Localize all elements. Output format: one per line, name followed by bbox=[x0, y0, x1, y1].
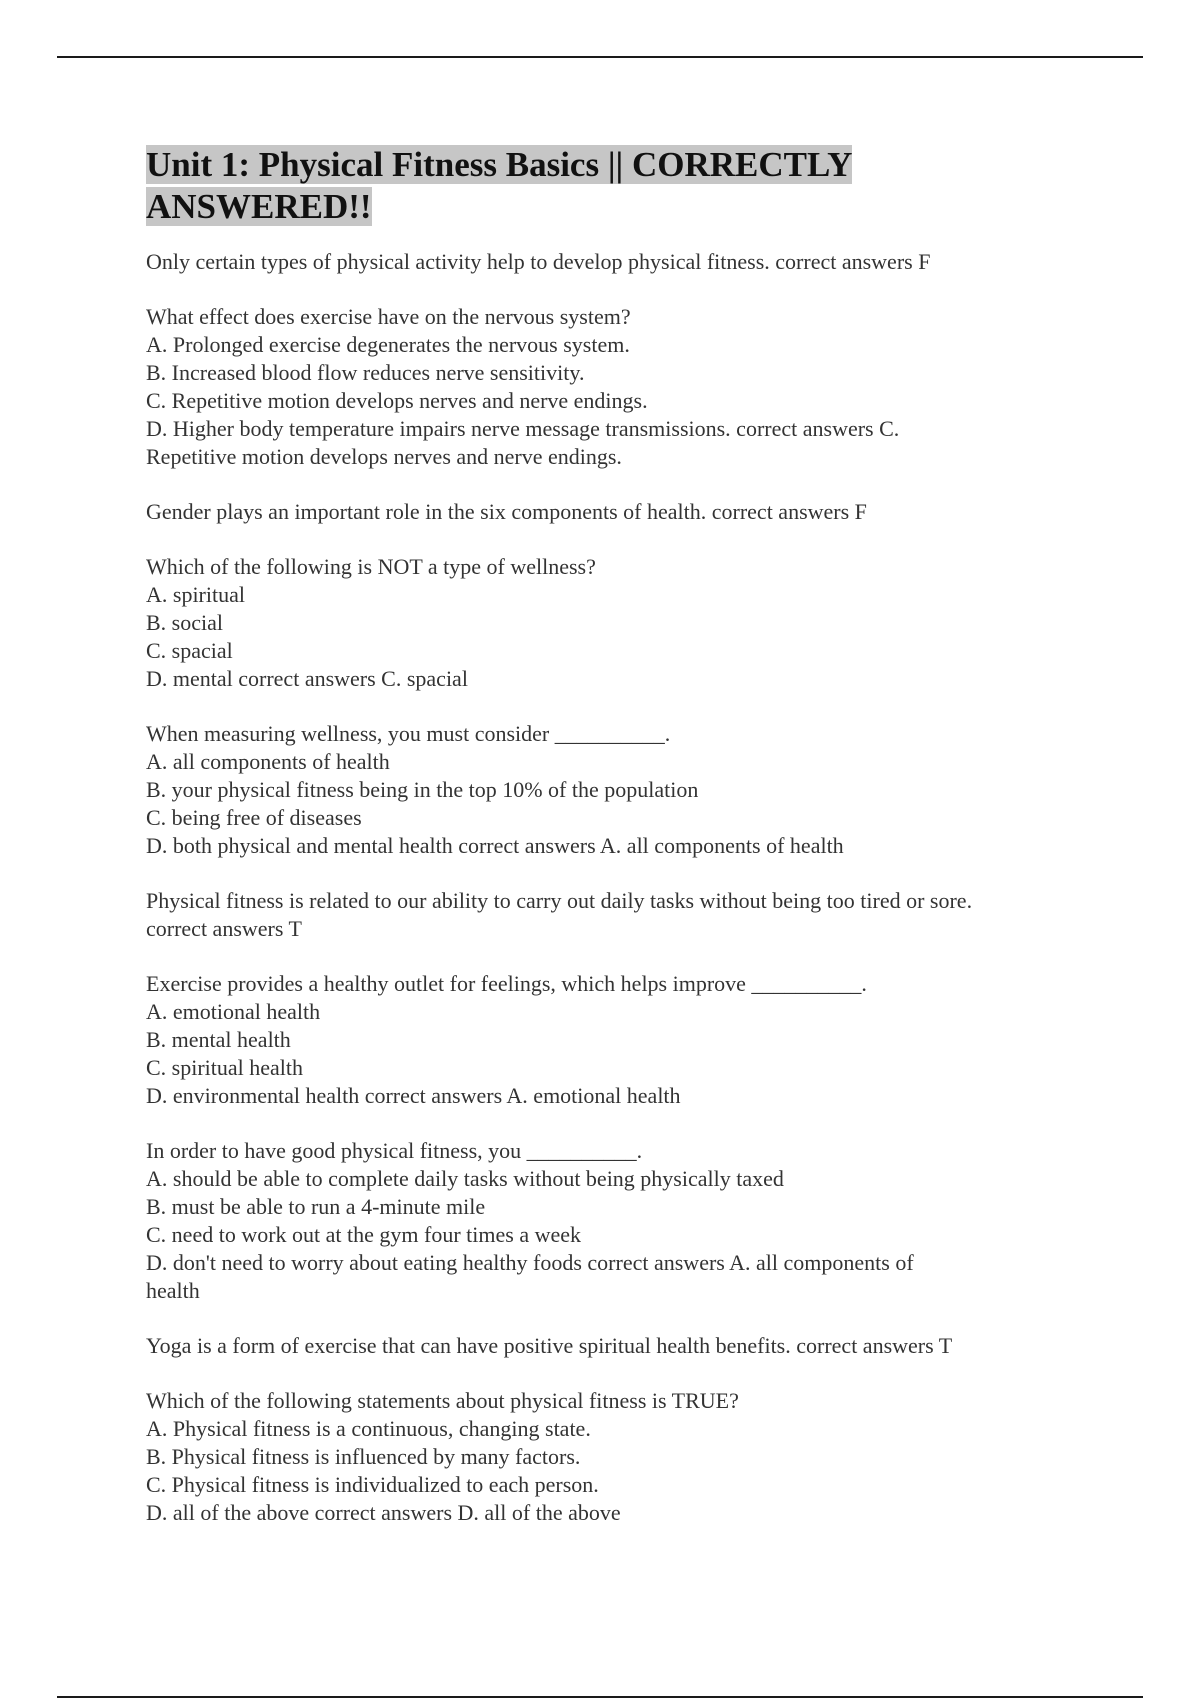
qa-block: What effect does exercise have on the nervous system? A. Prolonged exercise degenerates the nervous system. B. Increased blood flow reduces nerve sensitivity. C. Repetitive motion develops nerves and nerve endings. D. Higher body temperature impairs nerve message transmissions. correct answers C. Repetitive motion develops nerves and nerve endings. bbox=[146, 304, 900, 469]
document-title bbox=[146, 144, 1086, 228]
qa-block: Exercise provides a healthy outlet for feelings, which helps improve __________. A. emotional health B. mental health C. spiritual health D. environmental health correct answers A. emotional health bbox=[146, 971, 867, 1108]
qa-block: Physical fitness is related to our ability to carry out daily tasks without being too tired or sore. correct answers T bbox=[146, 888, 973, 941]
qa-block: When measuring wellness, you must consider __________. A. all components of health B. your physical fitness being in the top 10% of the population C. being free of diseases D. both physical and mental health correct answers A. all components of health bbox=[146, 721, 844, 858]
title-line-1: Unit 1: Physical Fitness Basics || CORRECTLY bbox=[146, 145, 853, 184]
qa-block: Which of the following is NOT a type of wellness? A. spiritual B. social C. spacial D. mental correct answers C. spacial bbox=[146, 554, 596, 691]
bottom-rule bbox=[57, 1696, 1143, 1698]
top-rule bbox=[57, 56, 1143, 58]
qa-block: Only certain types of physical activity help to develop physical fitness. correct answers F bbox=[146, 249, 931, 274]
title-line-2: ANSWERED!! bbox=[146, 187, 372, 226]
document-body bbox=[146, 144, 1086, 1554]
qa-block: In order to have good physical fitness, you __________. A. should be able to complete daily tasks without being physically taxed B. must be able to run a 4-minute mile C. need to work out at the gym four times a week D. don't need to worry about eating healthy foods correct answers A. all components of health bbox=[146, 1138, 914, 1303]
qa-block: Gender plays an important role in the six components of health. correct answers F bbox=[146, 499, 867, 524]
qa-block: Which of the following statements about physical fitness is TRUE? A. Physical fitness is a continuous, changing state. B. Physical fitness is influenced by many factors. C. Physical fitness is individualized to each person. D. all of the above correct answers D. all of the above bbox=[146, 1388, 739, 1525]
qa-block: Yoga is a form of exercise that can have positive spiritual health benefits. correct answers T bbox=[146, 1333, 953, 1358]
